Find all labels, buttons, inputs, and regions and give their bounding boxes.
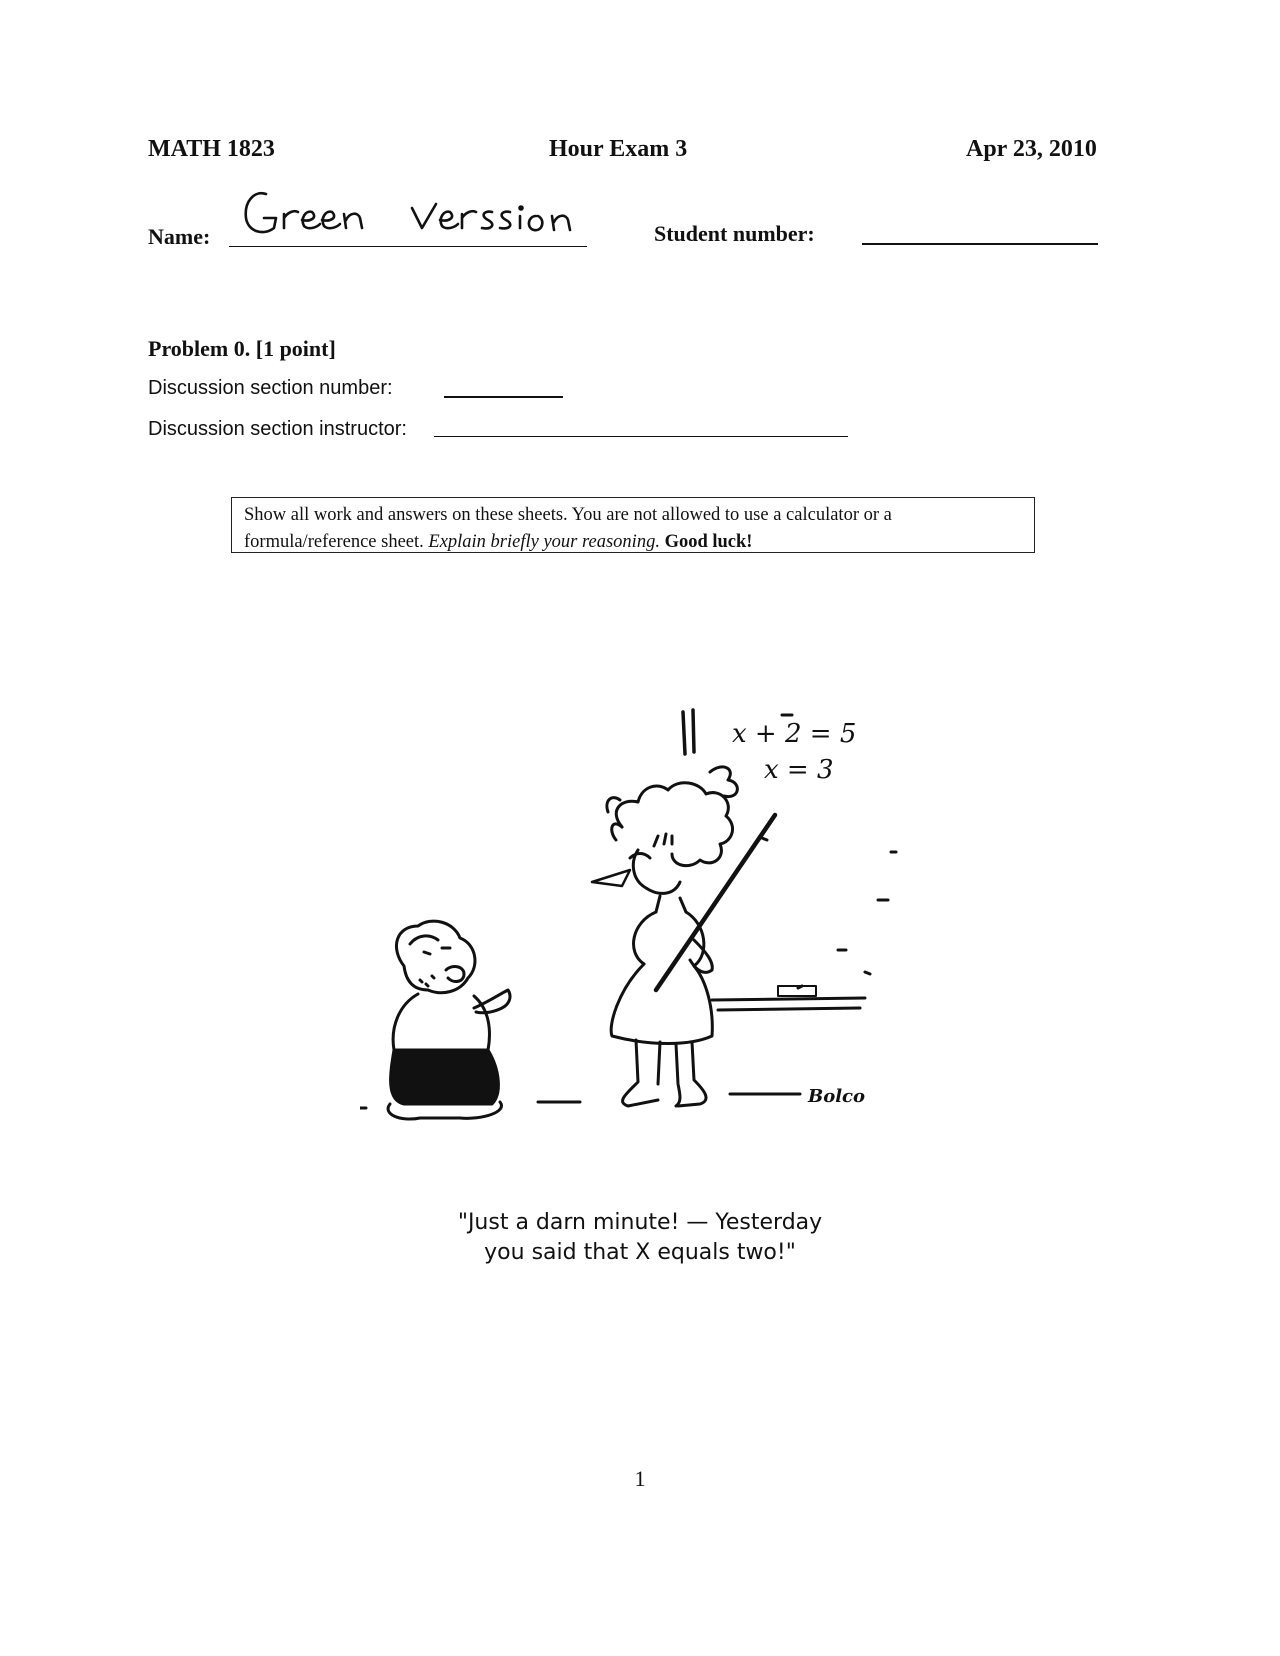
handwritten-name-green-version <box>240 184 590 248</box>
section-instructor-label: Discussion section instructor: <box>148 418 407 440</box>
page-number: 1 <box>634 1466 646 1491</box>
student-number-label: Student number: <box>654 221 815 246</box>
exam-date: Apr 23, 2010 <box>966 136 1097 162</box>
instructions-italic: Explain briefly your reasoning. <box>428 532 660 552</box>
problem-0-heading <box>148 336 336 362</box>
cartoon-signature: Bolco <box>808 1086 866 1107</box>
cartoon-caption <box>0 1208 1280 1268</box>
problem-0-points: [1 point] <box>255 336 336 361</box>
instructions-box <box>231 497 1035 553</box>
problem-0-title: Problem 0. <box>148 336 251 361</box>
section-number-field[interactable] <box>444 396 563 398</box>
course-title: MATH 1823 <box>148 136 275 162</box>
name-label: Name: <box>148 224 211 249</box>
caption-line-2: you said that X equals two!" <box>484 1240 796 1265</box>
student-number-field[interactable] <box>862 243 1098 245</box>
caption-line-1: "Just a darn minute! — Yesterday <box>457 1210 823 1235</box>
exam-title: Hour Exam 3 <box>549 136 688 162</box>
instructions-text: Show all work and answers on these sheets. You are not allowed to use a calculator or a formula/reference sheet. <box>244 505 892 552</box>
section-instructor-field[interactable] <box>434 436 848 437</box>
section-number-label: Discussion section number: <box>148 377 393 399</box>
instructions-good-luck: Good luck! <box>664 532 753 552</box>
board-equation-2: x = 3 <box>764 755 834 785</box>
cartoon-illustration <box>360 690 920 1180</box>
board-equation-1: x + 2 = 5 <box>732 719 857 749</box>
